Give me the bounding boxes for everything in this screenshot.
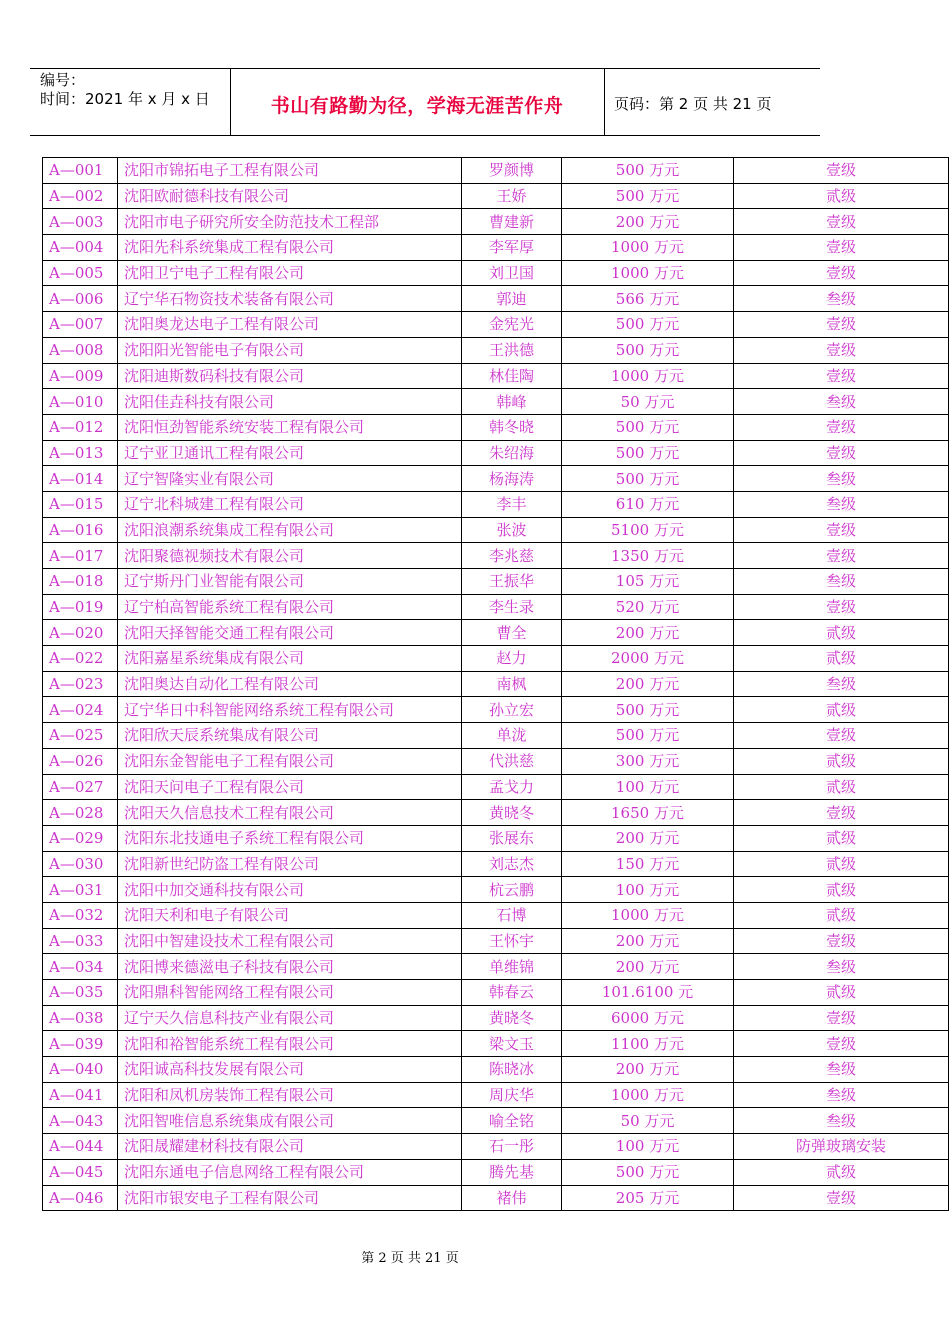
table-row — [43, 902, 949, 928]
cell-legal-person: 林佳陶 — [462, 363, 562, 389]
cell-qualification-level: 壹级 — [734, 235, 949, 261]
cell-qualification-level: 叁级 — [734, 1082, 949, 1108]
table-row — [43, 928, 949, 954]
cell-registered-capital: 1000 万元 — [562, 363, 734, 389]
cell-code: A—043 — [43, 1108, 118, 1134]
cell-code: A—025 — [43, 723, 118, 749]
document-time-label: 时间：2021 年 x 月 x 日 — [40, 90, 210, 108]
cell-code: A—013 — [43, 440, 118, 466]
cell-qualification-level: 壹级 — [734, 1005, 949, 1031]
cell-code: A—041 — [43, 1082, 118, 1108]
cell-legal-person: 陈晓冰 — [462, 1057, 562, 1083]
cell-company-name: 沈阳市锦拓电子工程有限公司 — [118, 158, 462, 184]
cell-code: A—030 — [43, 851, 118, 877]
table-row — [43, 158, 949, 184]
cell-qualification-level: 叁级 — [734, 954, 949, 980]
cell-qualification-level: 壹级 — [734, 543, 949, 569]
table-row — [43, 1005, 949, 1031]
cell-legal-person: 曹全 — [462, 620, 562, 646]
cell-registered-capital: 150 万元 — [562, 851, 734, 877]
cell-code: A—008 — [43, 337, 118, 363]
cell-company-name: 沈阳鼎科智能网络工程有限公司 — [118, 980, 462, 1006]
cell-registered-capital: 300 万元 — [562, 748, 734, 774]
cell-company-name: 沈阳奥达自动化工程有限公司 — [118, 671, 462, 697]
table-row — [43, 800, 949, 826]
cell-qualification-level: 壹级 — [734, 1031, 949, 1057]
cell-legal-person: 罗颜博 — [462, 158, 562, 184]
cell-registered-capital: 500 万元 — [562, 440, 734, 466]
cell-qualification-level: 叁级 — [734, 466, 949, 492]
table-row — [43, 1159, 949, 1185]
page-header — [30, 68, 820, 136]
cell-company-name: 辽宁华日中科智能网络系统工程有限公司 — [118, 697, 462, 723]
cell-qualification-level: 壹级 — [734, 928, 949, 954]
cell-company-name: 辽宁柏高智能系统工程有限公司 — [118, 594, 462, 620]
cell-company-name: 沈阳聚德视频技术有限公司 — [118, 543, 462, 569]
cell-code: A—033 — [43, 928, 118, 954]
cell-legal-person: 李军厚 — [462, 235, 562, 261]
cell-qualification-level: 贰级 — [734, 646, 949, 672]
cell-company-name: 辽宁斯丹门业智能有限公司 — [118, 569, 462, 595]
table-row — [43, 954, 949, 980]
cell-qualification-level: 壹级 — [734, 209, 949, 235]
cell-qualification-level: 叁级 — [734, 671, 949, 697]
cell-registered-capital: 1350 万元 — [562, 543, 734, 569]
cell-registered-capital: 100 万元 — [562, 1134, 734, 1160]
table-row — [43, 440, 949, 466]
cell-legal-person: 韩峰 — [462, 389, 562, 415]
cell-qualification-level: 壹级 — [734, 414, 949, 440]
cell-qualification-level: 壹级 — [734, 440, 949, 466]
cell-qualification-level: 壹级 — [734, 723, 949, 749]
cell-code: A—001 — [43, 158, 118, 184]
table-row — [43, 1185, 949, 1211]
cell-code: A—024 — [43, 697, 118, 723]
cell-code: A—023 — [43, 671, 118, 697]
cell-legal-person: 石博 — [462, 902, 562, 928]
cell-company-name: 沈阳天利和电子有限公司 — [118, 902, 462, 928]
cell-legal-person: 王洪德 — [462, 337, 562, 363]
table-row — [43, 723, 949, 749]
table-row — [43, 569, 949, 595]
cell-registered-capital: 500 万元 — [562, 414, 734, 440]
cell-qualification-level: 叁级 — [734, 1057, 949, 1083]
cell-qualification-level: 贰级 — [734, 1159, 949, 1185]
cell-code: A—007 — [43, 312, 118, 338]
cell-company-name: 沈阳智唯信息系统集成有限公司 — [118, 1108, 462, 1134]
cell-legal-person: 李兆慈 — [462, 543, 562, 569]
table-row — [43, 209, 949, 235]
cell-registered-capital: 1650 万元 — [562, 800, 734, 826]
cell-company-name: 沈阳先科系统集成工程有限公司 — [118, 235, 462, 261]
table-row — [43, 363, 949, 389]
table-row — [43, 1108, 949, 1134]
cell-legal-person: 孙立宏 — [462, 697, 562, 723]
table-row — [43, 620, 949, 646]
cell-legal-person: 杨海涛 — [462, 466, 562, 492]
cell-legal-person: 韩冬晓 — [462, 414, 562, 440]
document-number-label: 编号： — [40, 71, 86, 89]
cell-qualification-level: 贰级 — [734, 851, 949, 877]
table-row — [43, 1082, 949, 1108]
cell-registered-capital: 100 万元 — [562, 877, 734, 903]
cell-company-name: 沈阳东金智能电子工程有限公司 — [118, 748, 462, 774]
cell-legal-person: 周庆华 — [462, 1082, 562, 1108]
cell-legal-person: 刘志杰 — [462, 851, 562, 877]
cell-registered-capital: 105 万元 — [562, 569, 734, 595]
cell-legal-person: 单维锦 — [462, 954, 562, 980]
cell-code: A—015 — [43, 491, 118, 517]
cell-code: A—014 — [43, 466, 118, 492]
table-row — [43, 851, 949, 877]
cell-company-name: 沈阳中智建设技术工程有限公司 — [118, 928, 462, 954]
cell-qualification-level: 壹级 — [734, 337, 949, 363]
cell-registered-capital: 1000 万元 — [562, 235, 734, 261]
table-row — [43, 594, 949, 620]
cell-code: A—034 — [43, 954, 118, 980]
cell-registered-capital: 2000 万元 — [562, 646, 734, 672]
cell-legal-person: 金宪光 — [462, 312, 562, 338]
table-row — [43, 1031, 949, 1057]
cell-legal-person: 张波 — [462, 517, 562, 543]
cell-code: A—002 — [43, 183, 118, 209]
cell-code: A—010 — [43, 389, 118, 415]
table-row — [43, 646, 949, 672]
cell-legal-person: 代洪慈 — [462, 748, 562, 774]
cell-registered-capital: 500 万元 — [562, 1159, 734, 1185]
cell-registered-capital: 200 万元 — [562, 825, 734, 851]
cell-legal-person: 郭迪 — [462, 286, 562, 312]
cell-company-name: 沈阳市电子研究所安全防范技术工程部 — [118, 209, 462, 235]
cell-code: A—039 — [43, 1031, 118, 1057]
cell-code: A—040 — [43, 1057, 118, 1083]
cell-legal-person: 张展东 — [462, 825, 562, 851]
cell-code: A—004 — [43, 235, 118, 261]
cell-qualification-level: 贰级 — [734, 748, 949, 774]
cell-code: A—016 — [43, 517, 118, 543]
cell-qualification-level: 壹级 — [734, 1185, 949, 1211]
table-row — [43, 260, 949, 286]
table-row — [43, 774, 949, 800]
cell-qualification-level: 叁级 — [734, 491, 949, 517]
cell-legal-person: 黄晓冬 — [462, 1005, 562, 1031]
cell-company-name: 沈阳天择智能交通工程有限公司 — [118, 620, 462, 646]
cell-qualification-level: 壹级 — [734, 517, 949, 543]
cell-registered-capital: 200 万元 — [562, 1057, 734, 1083]
page-footer: 第 2 页 共 21 页 — [361, 1251, 459, 1266]
cell-company-name: 沈阳和裕智能系统工程有限公司 — [118, 1031, 462, 1057]
cell-registered-capital: 520 万元 — [562, 594, 734, 620]
table-row — [43, 235, 949, 261]
cell-code: A—028 — [43, 800, 118, 826]
cell-registered-capital: 500 万元 — [562, 158, 734, 184]
cell-qualification-level: 贰级 — [734, 774, 949, 800]
cell-company-name: 沈阳新世纪防盗工程有限公司 — [118, 851, 462, 877]
cell-registered-capital: 5100 万元 — [562, 517, 734, 543]
cell-qualification-level: 叁级 — [734, 569, 949, 595]
table-row — [43, 671, 949, 697]
cell-legal-person: 单泷 — [462, 723, 562, 749]
cell-registered-capital: 500 万元 — [562, 337, 734, 363]
table-row — [43, 466, 949, 492]
cell-registered-capital: 6000 万元 — [562, 1005, 734, 1031]
cell-qualification-level: 叁级 — [734, 389, 949, 415]
cell-legal-person: 黄晓冬 — [462, 800, 562, 826]
cell-legal-person: 李丰 — [462, 491, 562, 517]
cell-qualification-level: 贰级 — [734, 877, 949, 903]
cell-code: A—032 — [43, 902, 118, 928]
cell-legal-person: 王振华 — [462, 569, 562, 595]
cell-company-name: 沈阳欧耐德科技有限公司 — [118, 183, 462, 209]
cell-legal-person: 曹建新 — [462, 209, 562, 235]
cell-code: A—044 — [43, 1134, 118, 1160]
company-table — [42, 157, 949, 1211]
cell-registered-capital: 1000 万元 — [562, 260, 734, 286]
cell-legal-person: 喻全铭 — [462, 1108, 562, 1134]
table-row — [43, 1134, 949, 1160]
cell-company-name: 沈阳和凤机房装饰工程有限公司 — [118, 1082, 462, 1108]
cell-code: A—029 — [43, 825, 118, 851]
cell-qualification-level: 壹级 — [734, 260, 949, 286]
cell-code: A—005 — [43, 260, 118, 286]
cell-company-name: 沈阳博来德滋电子科技有限公司 — [118, 954, 462, 980]
table-row — [43, 183, 949, 209]
cell-code: A—046 — [43, 1185, 118, 1211]
cell-qualification-level: 贰级 — [734, 980, 949, 1006]
cell-legal-person: 王怀宇 — [462, 928, 562, 954]
cell-registered-capital: 1000 万元 — [562, 1082, 734, 1108]
cell-company-name: 沈阳晟耀建材科技有限公司 — [118, 1134, 462, 1160]
cell-qualification-level: 壹级 — [734, 594, 949, 620]
table-row — [43, 877, 949, 903]
cell-registered-capital: 500 万元 — [562, 183, 734, 209]
cell-registered-capital: 200 万元 — [562, 671, 734, 697]
cell-code: A—012 — [43, 414, 118, 440]
cell-code: A—017 — [43, 543, 118, 569]
cell-registered-capital: 500 万元 — [562, 723, 734, 749]
cell-code: A—045 — [43, 1159, 118, 1185]
table-row — [43, 825, 949, 851]
cell-registered-capital: 1000 万元 — [562, 902, 734, 928]
table-row — [43, 312, 949, 338]
cell-legal-person: 王娇 — [462, 183, 562, 209]
table-row — [43, 491, 949, 517]
cell-legal-person: 韩春云 — [462, 980, 562, 1006]
cell-registered-capital: 500 万元 — [562, 466, 734, 492]
header-page-number: 页码：第 2 页 共 21 页 — [614, 95, 772, 113]
cell-company-name: 沈阳东通电子信息网络工程有限公司 — [118, 1159, 462, 1185]
header-motto: 书山有路勤为径，学海无涯苦作舟 — [270, 95, 564, 117]
cell-qualification-level: 壹级 — [734, 800, 949, 826]
cell-company-name: 沈阳阳光智能电子有限公司 — [118, 337, 462, 363]
cell-qualification-level: 防弹玻璃安装 — [734, 1134, 949, 1160]
cell-company-name: 辽宁天久信息科技产业有限公司 — [118, 1005, 462, 1031]
table-row — [43, 697, 949, 723]
cell-qualification-level: 贰级 — [734, 825, 949, 851]
cell-legal-person: 刘卫国 — [462, 260, 562, 286]
cell-code: A—019 — [43, 594, 118, 620]
cell-registered-capital: 50 万元 — [562, 389, 734, 415]
cell-registered-capital: 500 万元 — [562, 697, 734, 723]
cell-registered-capital: 1100 万元 — [562, 1031, 734, 1057]
table-row — [43, 286, 949, 312]
cell-legal-person: 杭云鹏 — [462, 877, 562, 903]
cell-code: A—031 — [43, 877, 118, 903]
cell-company-name: 沈阳恒劲智能系统安装工程有限公司 — [118, 414, 462, 440]
cell-qualification-level: 壹级 — [734, 363, 949, 389]
cell-legal-person: 褚伟 — [462, 1185, 562, 1211]
cell-qualification-level: 贰级 — [734, 183, 949, 209]
cell-qualification-level: 叁级 — [734, 1108, 949, 1134]
cell-code: A—020 — [43, 620, 118, 646]
cell-qualification-level: 贰级 — [734, 620, 949, 646]
cell-company-name: 沈阳欣天辰系统集成有限公司 — [118, 723, 462, 749]
cell-company-name: 沈阳中加交通科技有限公司 — [118, 877, 462, 903]
cell-company-name: 辽宁华石物资技术装备有限公司 — [118, 286, 462, 312]
cell-company-name: 沈阳东北技通电子系统工程有限公司 — [118, 825, 462, 851]
cell-registered-capital: 101.6100 元 — [562, 980, 734, 1006]
cell-registered-capital: 610 万元 — [562, 491, 734, 517]
cell-company-name: 沈阳迪斯数码科技有限公司 — [118, 363, 462, 389]
cell-qualification-level: 壹级 — [734, 158, 949, 184]
cell-registered-capital: 50 万元 — [562, 1108, 734, 1134]
cell-code: A—035 — [43, 980, 118, 1006]
cell-legal-person: 梁文玉 — [462, 1031, 562, 1057]
cell-code: A—003 — [43, 209, 118, 235]
table-row — [43, 1057, 949, 1083]
cell-legal-person: 朱绍海 — [462, 440, 562, 466]
cell-legal-person: 南枫 — [462, 671, 562, 697]
cell-company-name: 沈阳佳垚科技有限公司 — [118, 389, 462, 415]
cell-company-name: 沈阳卫宁电子工程有限公司 — [118, 260, 462, 286]
cell-legal-person: 李生录 — [462, 594, 562, 620]
cell-code: A—038 — [43, 1005, 118, 1031]
cell-registered-capital: 205 万元 — [562, 1185, 734, 1211]
cell-registered-capital: 566 万元 — [562, 286, 734, 312]
cell-company-name: 沈阳天久信息技术工程有限公司 — [118, 800, 462, 826]
cell-code: A—026 — [43, 748, 118, 774]
cell-code: A—018 — [43, 569, 118, 595]
header-meta — [40, 71, 210, 109]
table-row — [43, 389, 949, 415]
cell-qualification-level: 壹级 — [734, 312, 949, 338]
cell-legal-person: 腾先基 — [462, 1159, 562, 1185]
cell-registered-capital: 200 万元 — [562, 620, 734, 646]
table-row — [43, 543, 949, 569]
cell-company-name: 沈阳天问电子工程有限公司 — [118, 774, 462, 800]
cell-code: A—009 — [43, 363, 118, 389]
cell-registered-capital: 200 万元 — [562, 209, 734, 235]
table-row — [43, 337, 949, 363]
cell-company-name: 沈阳浪潮系统集成工程有限公司 — [118, 517, 462, 543]
cell-company-name: 沈阳奥龙达电子工程有限公司 — [118, 312, 462, 338]
cell-registered-capital: 200 万元 — [562, 928, 734, 954]
cell-qualification-level: 叁级 — [734, 286, 949, 312]
cell-company-name: 沈阳嘉星系统集成有限公司 — [118, 646, 462, 672]
cell-registered-capital: 100 万元 — [562, 774, 734, 800]
cell-registered-capital: 200 万元 — [562, 954, 734, 980]
cell-qualification-level: 贰级 — [734, 697, 949, 723]
cell-code: A—022 — [43, 646, 118, 672]
table-row — [43, 414, 949, 440]
cell-company-name: 辽宁亚卫通讯工程有限公司 — [118, 440, 462, 466]
cell-legal-person: 赵力 — [462, 646, 562, 672]
cell-code: A—006 — [43, 286, 118, 312]
cell-code: A—027 — [43, 774, 118, 800]
cell-company-name: 沈阳市银安电子工程有限公司 — [118, 1185, 462, 1211]
cell-registered-capital: 500 万元 — [562, 312, 734, 338]
cell-company-name: 辽宁北科城建工程有限公司 — [118, 491, 462, 517]
cell-company-name: 辽宁智隆实业有限公司 — [118, 466, 462, 492]
company-table-body — [43, 158, 949, 1211]
table-row — [43, 748, 949, 774]
header-divider — [604, 69, 605, 135]
table-row — [43, 980, 949, 1006]
cell-company-name: 沈阳诚高科技发展有限公司 — [118, 1057, 462, 1083]
cell-legal-person: 石一彤 — [462, 1134, 562, 1160]
cell-qualification-level: 贰级 — [734, 902, 949, 928]
cell-legal-person: 孟戈力 — [462, 774, 562, 800]
table-row — [43, 517, 949, 543]
